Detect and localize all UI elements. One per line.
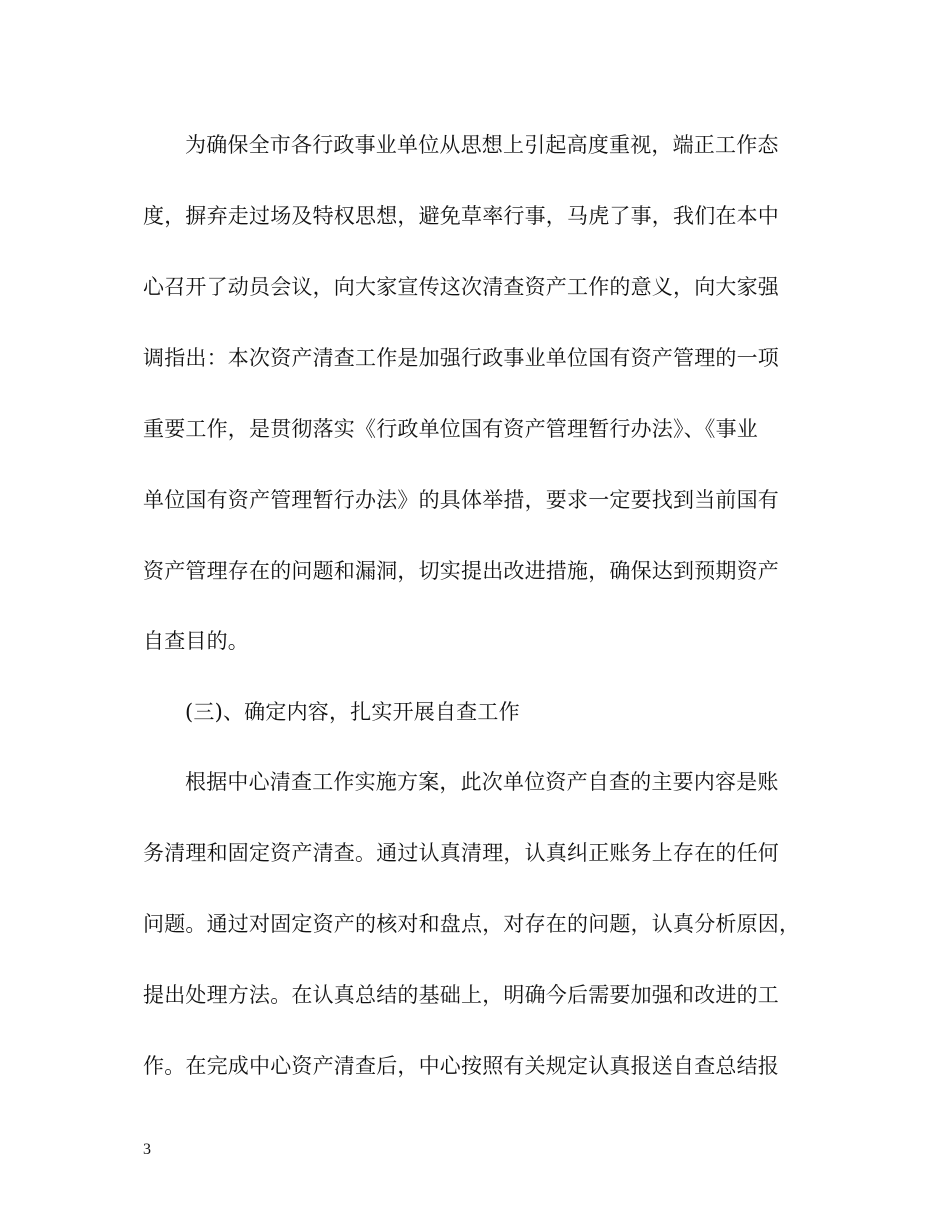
- paragraph-line: 问题。通过对固定资产的核对和盘点，对存在的问题，认真分析原因，: [143, 912, 801, 936]
- paragraph-line: 作。在完成中心资产清查后，中心按照有关规定认真报送自查总结报: [143, 1054, 779, 1078]
- paragraph-line: 自查目的。: [143, 629, 249, 653]
- page-number: 3: [143, 1141, 151, 1158]
- paragraph-line: 资产管理存在的问题和漏洞，切实提出改进措施，确保达到预期资产: [143, 559, 779, 583]
- paragraph-line: 度，摒弃走过场及特权思想，避免草率行事，马虎了事，我们在本中: [143, 204, 779, 228]
- paragraph-line: 为确保全市各行政事业单位从思想上引起高度重视，端正工作态: [185, 133, 779, 157]
- paragraph-line: 单位国有资产管理暂行办法》的具体举措，要求一定要找到当前国有: [143, 488, 779, 512]
- paragraph-line: 务清理和固定资产清查。通过认真清理，认真纠正账务上存在的任何: [143, 841, 779, 865]
- paragraph-line: 重要工作，是贯彻落实《行政单位国有资产管理暂行办法》、《事业: [143, 417, 758, 441]
- paragraph-line: 根据中心清查工作实施方案，此次单位资产自查的主要内容是账: [185, 770, 779, 794]
- section-heading: (三)、确定内容，扎实开展自查工作: [185, 700, 520, 724]
- paragraph-line: 心召开了动员会议，向大家宣传这次清查资产工作的意义，向大家强: [143, 275, 779, 299]
- paragraph-line: 调指出：本次资产清查工作是加强行政事业单位国有资产管理的一项: [143, 346, 779, 370]
- paragraph-line: 提出处理方法。在认真总结的基础上，明确今后需要加强和改进的工: [143, 983, 779, 1007]
